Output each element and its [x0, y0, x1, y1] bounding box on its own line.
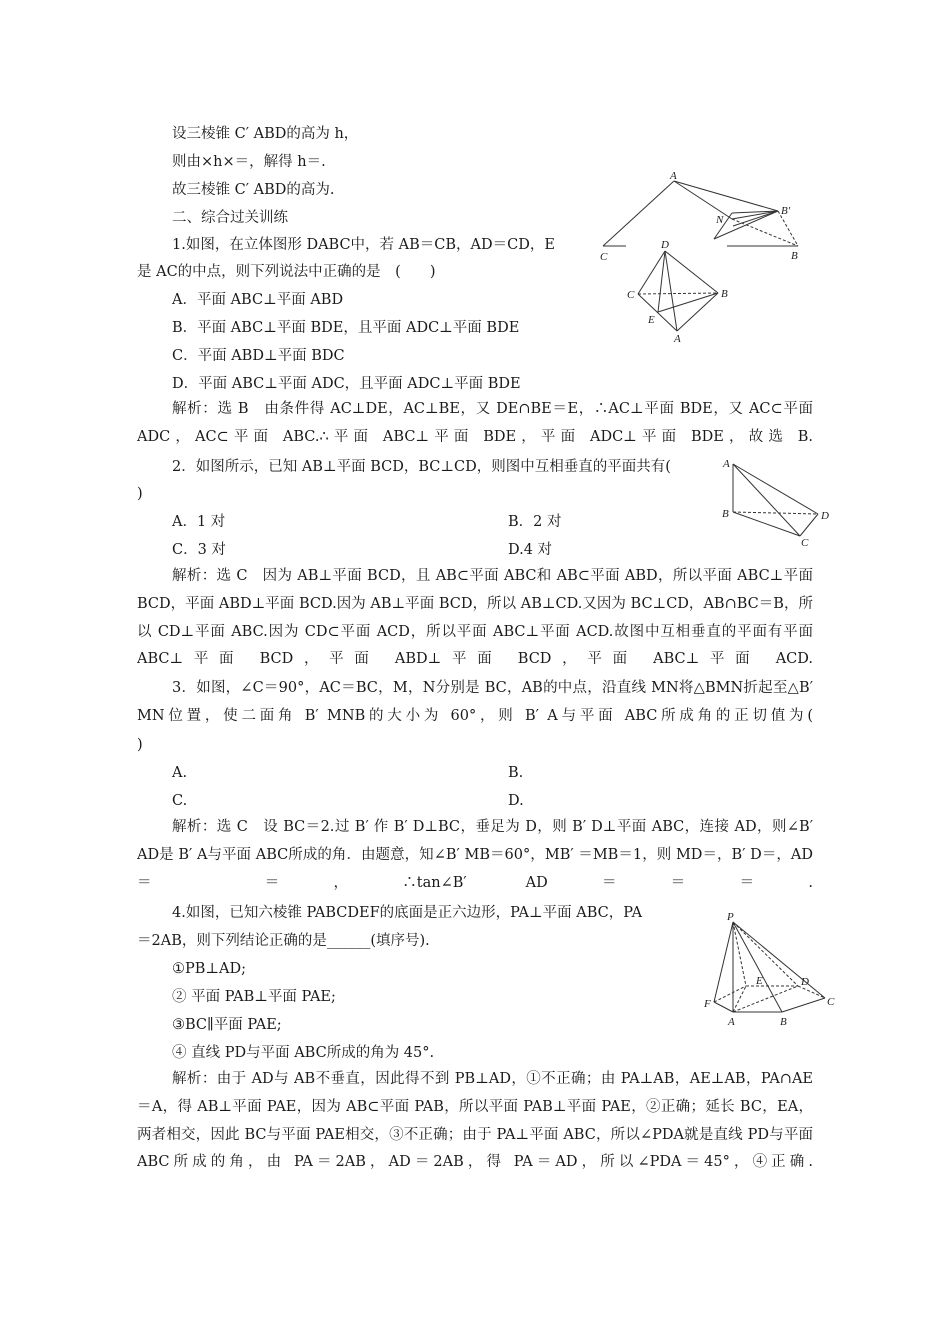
q4-item-3: ③BC∥平面 PAE; — [172, 1017, 282, 1033]
q4-stem-line-1: 4.如图，已知六棱锥 PABCDEF的底面是正六边形，PA⊥平面 ABC，PA — [172, 905, 643, 921]
fig-fold-label-b: B — [791, 250, 798, 262]
fig-q4-label-p: P — [727, 911, 734, 923]
q1-stem-line-2: 是 AC的中点，则下列说法中正确的是 ( ) — [137, 264, 436, 280]
q3-option-a: A. — [172, 765, 188, 781]
fig-fold-label-c: C — [600, 251, 608, 263]
q3-option-c: C. — [172, 793, 188, 809]
q3-analysis: 解析：选 C 设 BC＝2.过 B′ 作 B′ D⊥BC，垂足为 D，则 B′ D⊥平面 ABC，连接 AD，则∠B′ AD是 B′ A与平面 ABC所成的角．由题意，知∠B′ MB＝60°，MB′ ＝MB＝1，则 MD＝，B′ D＝，AD＝ ＝，∴tan∠B′ AD＝＝＝. — [137, 819, 813, 891]
q3-option-d: D. — [508, 793, 524, 809]
figure-q1-tetrahedron — [620, 236, 740, 346]
fig-q1-label-e: E — [648, 314, 655, 326]
fig-q4-label-a: A — [728, 1016, 735, 1028]
intro-line-3: 故三棱锥 C′ ABD的高为. — [172, 182, 335, 198]
q1-option-b: B．平面 ABC⊥平面 BDE，且平面 ADC⊥平面 BDE — [172, 320, 520, 336]
q3-option-b: B. — [508, 765, 524, 781]
q1-option-a: A．平面 ABC⊥平面 ABD — [172, 292, 344, 308]
intro-line-2: 则由×h×＝，解得 h＝. — [172, 154, 326, 170]
fig-fold-label-bprime: B′ — [781, 205, 791, 217]
fig-q2-label-c: C — [801, 537, 809, 549]
q3-stem-end: ) — [137, 737, 143, 753]
q3-stem: 3．如图，∠C＝90°，AC＝BC，M，N分别是 BC，AB的中点，沿直线 MN将△BMN折起至△B′ MN位置，使二面角 B′ MNB的大小为 60°，则 B′ A与平面 ABC所成角的正切值为( — [137, 680, 813, 724]
fig-q1-label-d: D — [661, 239, 669, 251]
q4-item-2: ② 平面 PAB⊥平面 PAE; — [172, 989, 336, 1005]
q2-stem-line-2: ) — [137, 486, 143, 502]
q1-stem-line-1: 1.如图，在立体图形 DABC中，若 AB＝CB，AD＝CD，E — [172, 237, 555, 253]
fig-q4-label-e: E — [756, 975, 763, 987]
fig-q4-label-b: B — [780, 1016, 787, 1028]
fig-q1-label-b: B — [721, 288, 728, 300]
fig-q4-label-d: D — [801, 976, 809, 988]
q4-analysis: 解析：由于 AD与 AB不垂直，因此得不到 PB⊥AD，①不正确；由 PA⊥AB，AE⊥AB，PA∩AE＝A，得 AB⊥平面 PAE，因为 AB⊂平面 PAB，所以平面 PAB⊥平面 PAE，②正确；延长 BC，EA，两者相交，因此 BC与平面 PAE相交，③不正确；由于 PA⊥平面 ABC，所以∠PDA就是直线 PD与平面 ABC所成的角，由 PA＝2AB，AD＝2AB，得 PA＝AD，所以∠PDA＝45°，④正确. — [137, 1071, 813, 1171]
fig-q4-label-f: F — [704, 998, 711, 1010]
fig-fold-label-a: A — [670, 170, 677, 182]
fig-q2-label-d: D — [821, 510, 829, 522]
fig-q1-label-a: A — [674, 333, 681, 345]
q4-item-4: ④ 直线 PD与平面 ABC所成的角为 45°. — [172, 1045, 435, 1061]
q4-stem-line-2: ＝2AB，则下列结论正确的是______(填序号). — [137, 933, 430, 949]
q2-option-c: C．3 对 — [172, 542, 226, 558]
q2-option-d: D.4 对 — [508, 542, 553, 558]
figure-q2-tetrahedron — [718, 452, 838, 550]
q1-option-d: D．平面 ABC⊥平面 ADC，且平面 ADC⊥平面 BDE — [172, 376, 521, 392]
fig-q4-label-c: C — [827, 996, 835, 1008]
q4-item-1: ①PB⊥AD; — [172, 961, 247, 977]
fig-fold-label-n: N — [716, 214, 724, 226]
q2-option-a: A．1 对 — [172, 514, 226, 530]
q2-option-b: B．2 对 — [508, 514, 562, 530]
q1-analysis: 解析：选 B 由条件得 AC⊥DE，AC⊥BE，又 DE∩BE＝E，∴AC⊥平面 BDE，又 AC⊂平面 ADC，AC⊂平面 ABC.∴平面 ABC⊥平面 BDE，平面 ADC⊥平面 BDE，故选 B. — [137, 401, 813, 445]
q2-analysis: 解析：选 C 因为 AB⊥平面 BCD，且 AB⊂平面 ABC和 AB⊂平面 ABD，所以平面 ABC⊥平面 BCD，平面 ABD⊥平面 BCD.因为 AB⊥平面 BCD，所以 AB⊥CD.又因为 BC⊥CD，AB∩BC＝B，所以 CD⊥平面 ABC.因为 CD⊂平面 ACD，所以平面 ABC⊥平面 ACD.故图中互相垂直的平面有平面 ABC⊥平面 BCD，平面 ABD⊥平面 BCD，平面 ABC⊥平面 ACD. — [137, 568, 813, 668]
section-title: 二、综合过关训练 — [172, 210, 288, 226]
fig-q1-label-c: C — [627, 289, 635, 301]
q1-option-c: C．平面 ABD⊥平面 BDC — [172, 348, 345, 364]
figure-q4-pyramid — [700, 910, 840, 1038]
q2-stem-line-1: 2．如图所示，已知 AB⊥平面 BCD，BC⊥CD，则图中互相垂直的平面共有( — [172, 459, 671, 475]
fig-q2-label-a: A — [723, 458, 730, 470]
fig-q2-label-b: B — [722, 508, 729, 520]
intro-line-1: 设三棱锥 C′ ABD的高为 h， — [172, 126, 359, 142]
